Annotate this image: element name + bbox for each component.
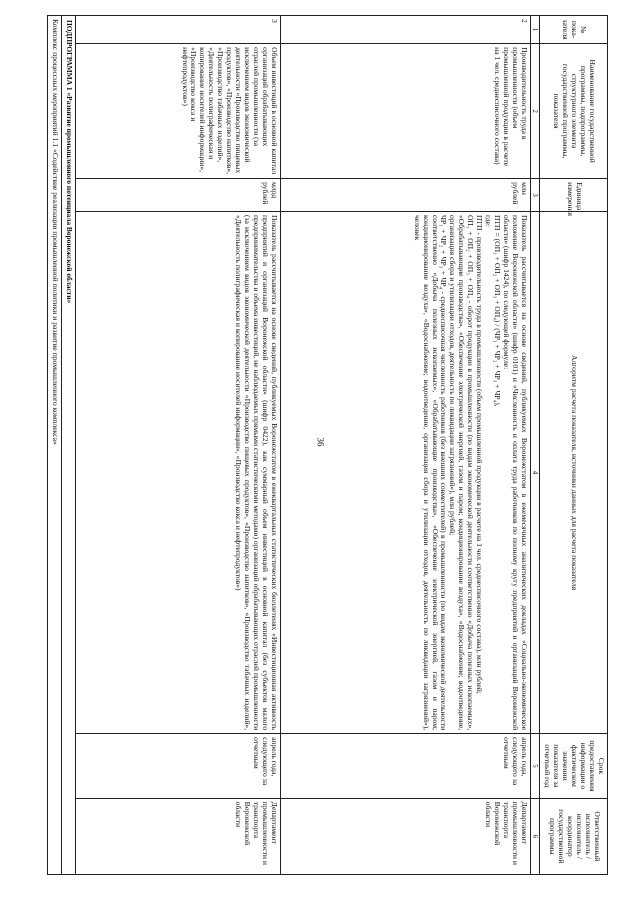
column-number-row — [531, 16, 540, 875]
algorithm-formula: ПТП = (ОП₁ + ОП₂ + ОП₃ + ОП₄) / (ЧР₁ + ЧР₂ + ЧР₃ + ЧР₄), — [493, 214, 503, 407]
algorithm-paragraph: Показатель рассчитывается на основе сведений, публикуемых Воронежстатом в ежеквартальных статистических бюллетенях «Инвестиционная активность предприятий и организаций Воронежской области» (шифр 0422), как суммарный объем инвестиций в основной капитал (без субъектов малого предпринимательства и объема инвестиций, не наблюдаемых прямыми статистическими методами) организаций обрабатывающих отраслей промышленности (за исключением видов экономической деятельности «Производство пищевых продуктов», «Производство напитков», «Производство табачных изделий», «Деятельность полиграфическая и копирование носителей информации», «Производство кокса и нефтепродуктов») — [234, 214, 280, 731]
column-number: 6 — [531, 798, 540, 874]
header-unit: Единица измерения — [540, 179, 608, 212]
algorithm-paragraph: где: — [484, 214, 494, 228]
row-number: 2 — [281, 16, 531, 44]
indicator-deadline: апрель года, следующего за отчетным — [281, 734, 531, 799]
indicator-deadline: апрель года, следующего за отчетным — [76, 734, 281, 799]
header-row — [540, 16, 608, 875]
indicator-unit: млрд рублей — [76, 179, 281, 212]
header-number: № пока- зателя — [540, 16, 608, 44]
algorithm-paragraph: ЧР₁ + ЧР₂ + ЧР₃ + ЧР₄ - среднесписочная численность работников (без внешних совместителей) в промышленности (по видам экономической деятельности соответственно «Добыча полезных ископаемых», «Обрабатывающие производства», «Обеспечение электрической энергией, газом и паром; кондиционирование воздуха», «Водоснабжение; водоотведение, организация сбора и утилизации отходов, деятельность по ликвидации загрязнений»), человек — [412, 214, 449, 731]
rotated-table-container — [23, 15, 608, 875]
header-algorithm: Алгоритм расчета показателя, источники данных для расчета показателя — [540, 211, 608, 733]
complex-row — [48, 16, 62, 875]
subprogram-title: ПОДПРОГРАММА 1 «Развитие промышленного потенциала Воронежской области» — [62, 16, 76, 875]
indicators-table — [47, 15, 608, 875]
algorithm-paragraph: Показатель рассчитывается на основе сведений, публикуемых Воронежстатом в ежемесячных аналитических докладах «Социально-экономическое положение Воронежской области» (шифр 0101) и «Численность и оплата труда работников по полному кругу предприятий и организаций Воронежской области» (шифр 1424), по следующей формуле: — [502, 214, 530, 731]
column-number: 4 — [531, 211, 540, 733]
indicator-name: Объем инвестиций в основной капитал организаций обрабатывающих отраслей промышленности (за исключением видов экономической деятельности «Производство пищевых продуктов», «Производство напитков», «Производство табачных изделий», «Деятельность полиграфическая и копирование носителей информации», «Производство кокса и нефтепродуктов») — [76, 44, 281, 179]
algorithm-paragraph: ПТП - производительность труда в промышленности (объем промышленной продукции в расчете на 1 чел. среднесписочного состава), млн рублей; — [475, 214, 485, 694]
indicator-algorithm — [281, 211, 531, 733]
column-number: 2 — [531, 44, 540, 179]
indicator-name: Производительность труда в промышленности (объем промышленной продукции в расчете на 1 чел. среднесписочного состава) — [281, 44, 531, 179]
column-number: 1 — [531, 16, 540, 44]
header-responsible: Ответственный исполнитель / исполнитель / координатор государственной программы — [540, 798, 608, 874]
header-deadline: Срок предоставления информации о фактическом значении показателя за отчетный год — [540, 734, 608, 799]
indicator-responsible: Департамент промышленности и транспорта Воронежской области — [281, 798, 531, 874]
indicator-algorithm — [76, 211, 281, 733]
complex-title: Комплекс процессных мероприятий 1.1 «Содействие реализации промышленной политики и развитие промышленного комплекса» — [48, 16, 62, 875]
indicator-unit: млн рублей — [281, 179, 531, 212]
algorithm-paragraph: ОП₁ + ОП₂ + ОП₃ + ОП₄ - оборот продукции в промышленности (по видам экономической деятельности соответственно «Добыча полезных ископаемых», «Обрабатывающие производства», «Обеспечение электрической энергией, газом и паром; кондиционирование воздуха», «Водоснабжение; водоотведение, организация сбора и утилизации отходов, деятельность по ликвидации загрязнений»), млн рублей; — [448, 214, 476, 731]
indicator-responsible: Департамент промышленности и транспорта Воронежской области — [76, 798, 281, 874]
table-row — [76, 16, 281, 875]
column-number: 3 — [531, 179, 540, 212]
page-number: 36 — [315, 437, 326, 447]
header-name: Наименование государственной программы, подпрограммы, структурного элемента государственной программы, показателя — [540, 44, 608, 179]
table-row — [281, 16, 531, 875]
subprogram-row — [62, 16, 76, 875]
column-number: 5 — [531, 734, 540, 799]
row-number: 3 — [76, 16, 281, 44]
